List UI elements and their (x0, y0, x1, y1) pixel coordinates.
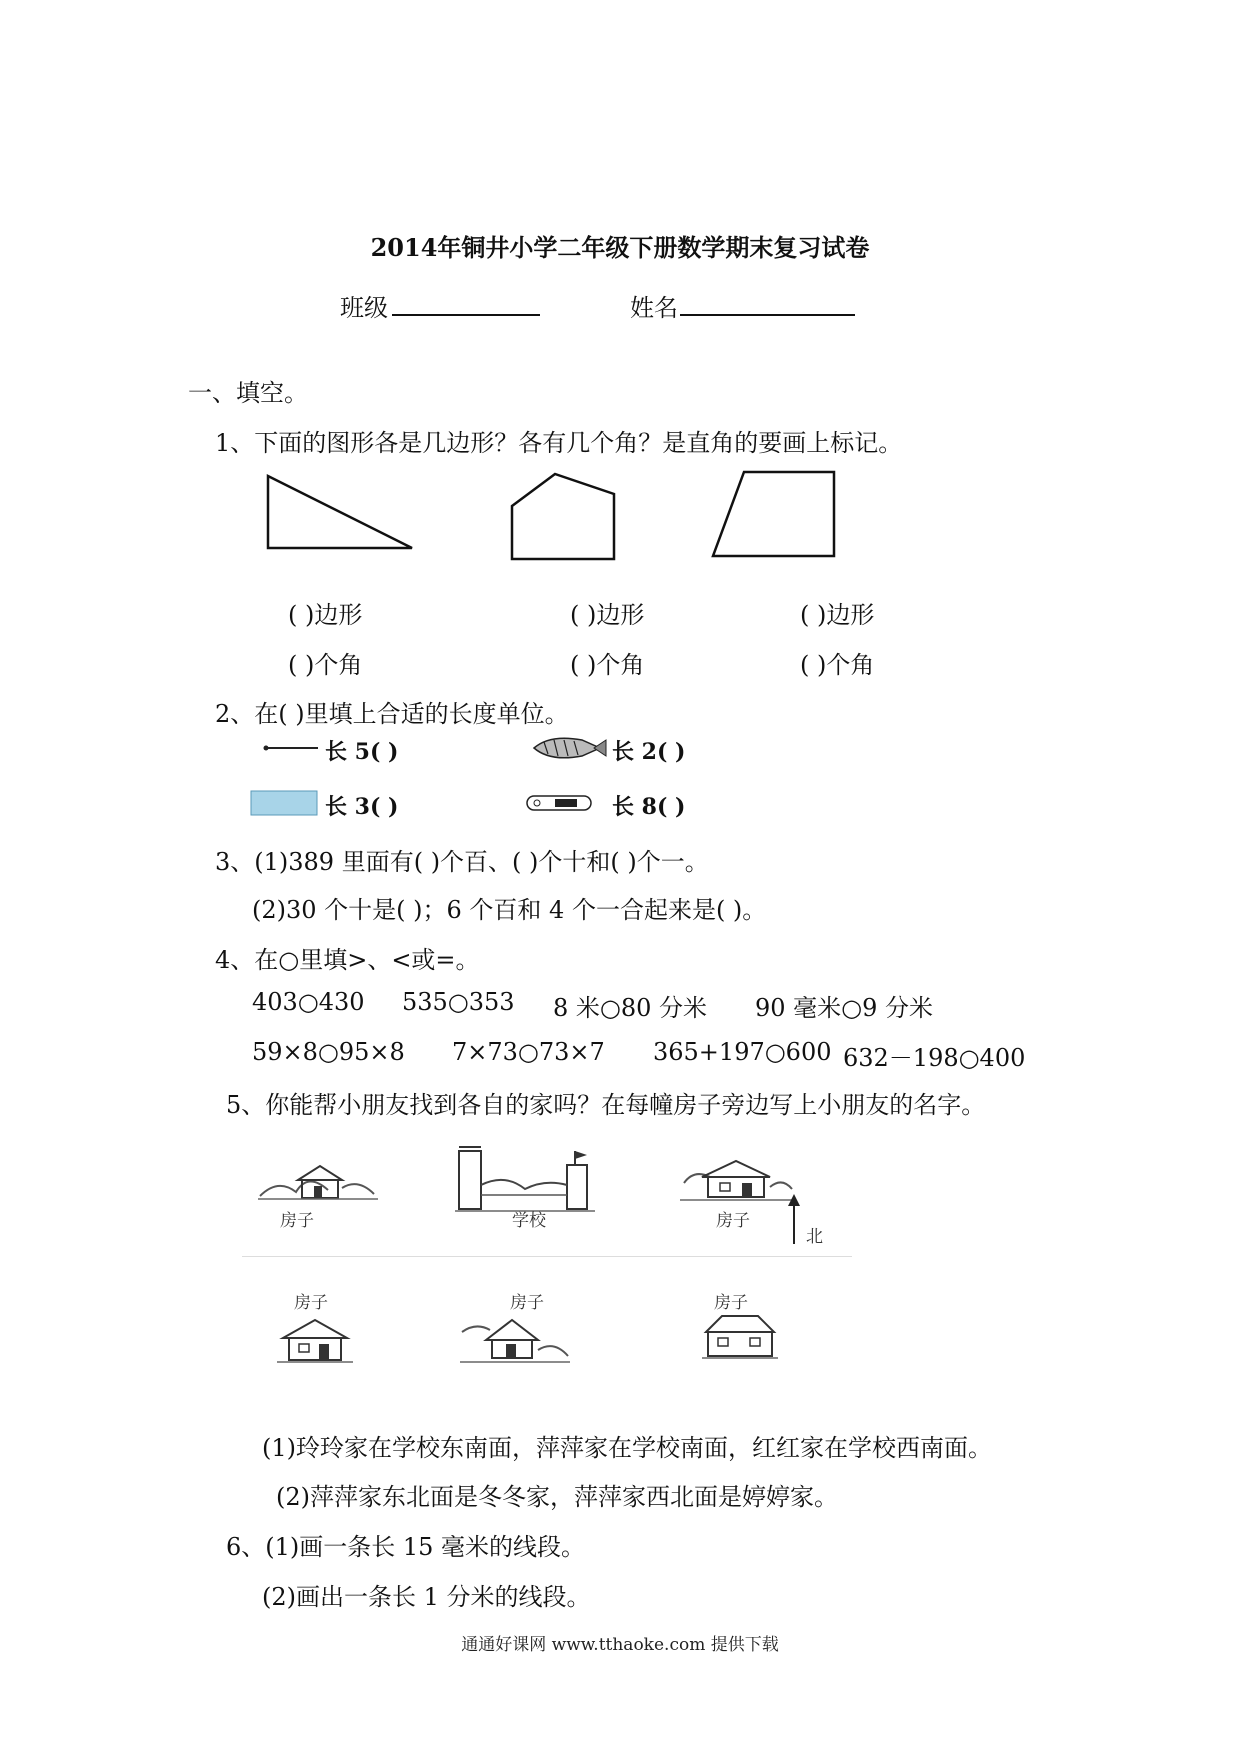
q2-item-4[interactable]: 长 8( ) (612, 794, 686, 820)
ruler-icon (525, 793, 595, 813)
house-icon-top-right (680, 1155, 795, 1205)
q2-text: 2、在( )里填上合适的长度单位。 (215, 700, 569, 728)
q4-row2-item-4[interactable]: 632－198○400 (843, 1044, 1026, 1072)
class-blank-line[interactable] (392, 314, 540, 316)
q2-item-3[interactable]: 长 3( ) (325, 794, 399, 820)
house-icon-bottom-right (700, 1312, 780, 1364)
map-label-north: 北 (806, 1227, 823, 1247)
page-title: 2014年铜井小学二年级下册数学期末复习试卷 (370, 233, 870, 262)
q1-answer-sides-1[interactable]: ( )边形 (288, 601, 363, 629)
house-icon-top-left (258, 1158, 378, 1203)
map-label-house-5: 房子 (714, 1293, 748, 1313)
q1-answer-sides-3[interactable]: ( )边形 (800, 601, 875, 629)
q5-clue-1: (1)玲玲家在学校东南面，萍萍家在学校南面，红红家在学校西南面。 (262, 1434, 992, 1462)
class-label: 班级 (340, 294, 388, 322)
q4-row1-item-4[interactable]: 90 毫米○9 分米 (755, 994, 934, 1022)
name-blank-line[interactable] (680, 314, 855, 316)
fish-icon (530, 730, 610, 766)
q1-answer-sides-2[interactable]: ( )边形 (570, 601, 645, 629)
q1-text: 1、下面的图形各是几边形？各有几个角？是直角的要画上标记。 (215, 429, 903, 457)
q1-answer-angles-1[interactable]: ( )个角 (288, 651, 363, 679)
map-divider (242, 1256, 852, 1257)
q5-clue-2: (2)萍萍家东北面是冬冬家，萍萍家西北面是婷婷家。 (276, 1483, 838, 1511)
q4-row2-item-3[interactable]: 365+197○600 (653, 1038, 832, 1066)
q3-line-1: 3、(1)389 里面有( )个百、( )个十和( )个一。 (215, 848, 709, 876)
school-icon (455, 1145, 595, 1215)
house-icon-bottom-middle (460, 1312, 570, 1367)
map-label-house-4: 房子 (510, 1293, 544, 1313)
trapezoid-shape (713, 472, 834, 556)
board-icon (250, 790, 318, 816)
q4-row1-item-2[interactable]: 535○353 (402, 988, 515, 1016)
map-label-school: 学校 (512, 1211, 546, 1231)
map-label-house-1: 房子 (280, 1211, 314, 1231)
needle-icon (262, 740, 322, 756)
q1-answer-angles-2[interactable]: ( )个角 (570, 651, 645, 679)
name-label: 姓名 (630, 294, 678, 322)
house-icon-bottom-left (275, 1316, 355, 1366)
q3-line-2: (2)30 个十是( )；6 个百和 4 个一合起来是( )。 (252, 896, 767, 924)
triangle-shape (268, 476, 412, 548)
q1-answer-angles-3[interactable]: ( )个角 (800, 651, 875, 679)
pentagon-shape (512, 474, 614, 559)
q2-item-2[interactable]: 长 2( ) (612, 739, 686, 765)
q6-line-1: 6、(1)画一条长 15 毫米的线段。 (226, 1533, 586, 1561)
q4-row1-item-3[interactable]: 8 米○80 分米 (553, 994, 708, 1022)
q4-row2-item-2[interactable]: 7×73○73×7 (452, 1038, 605, 1066)
q2-item-1[interactable]: 长 5( ) (325, 739, 399, 765)
map-label-house-3: 房子 (294, 1293, 328, 1313)
q6-line-2: (2)画出一条长 1 分米的线段。 (262, 1583, 591, 1611)
north-arrow-icon (784, 1194, 804, 1246)
q5-text: 5、你能帮小朋友找到各自的家吗？在每幢房子旁边写上小朋友的名字。 (226, 1091, 986, 1119)
map-label-house-2: 房子 (716, 1211, 750, 1231)
q4-row2-item-1[interactable]: 59×8○95×8 (252, 1038, 405, 1066)
q1-shapes (260, 466, 850, 566)
q4-text: 4、在○里填>、<或=。 (215, 946, 480, 974)
q4-row1-item-1[interactable]: 403○430 (252, 988, 365, 1016)
page-footer: 通通好课网 www.tthaoke.com 提供下载 (461, 1635, 779, 1655)
section-heading: 一、填空。 (188, 379, 308, 407)
